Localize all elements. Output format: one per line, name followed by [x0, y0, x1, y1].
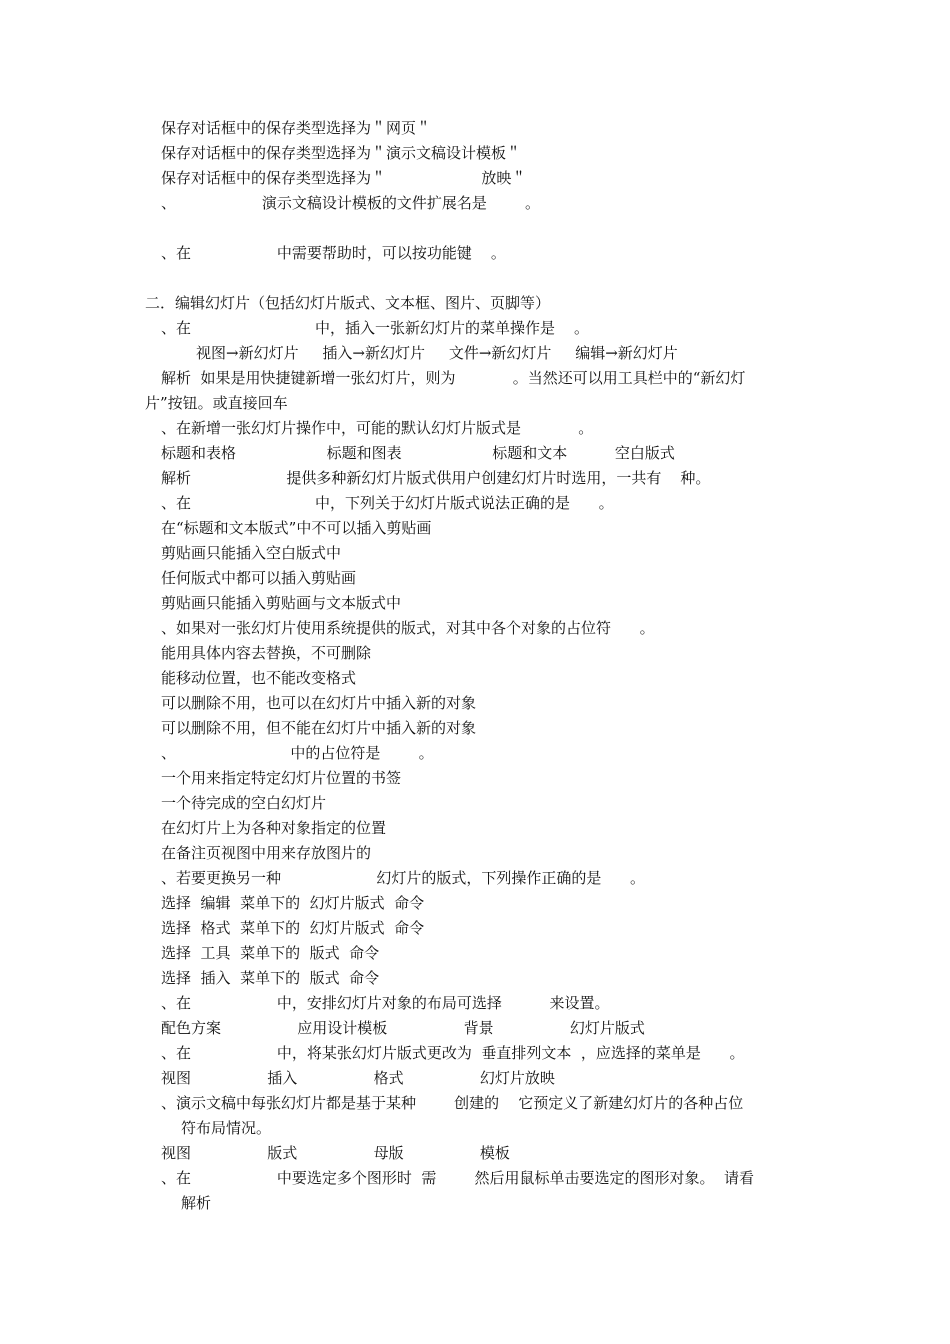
text-line: 、在 中，安排幻灯片对象的布局可选择 来设置。 — [161, 994, 610, 1012]
text-line: 在“标题和文本版式”中不可以插入剪贴画 — [161, 519, 432, 537]
text-line: 、若要更换另一种 幻灯片的版式，下列操作正确的是 。 — [161, 869, 645, 887]
text-line: 、在 中，插入一张新幻灯片的菜单操作是 。 — [161, 319, 590, 337]
text-line: 可以删除不用，但不能在幻灯片中插入新的对象 — [161, 719, 477, 737]
text-line: 、在 中，将某张幻灯片版式更改为 垂直排列文本 ，应选择的菜单是 。 — [161, 1044, 745, 1062]
text-line: 、在 中，下列关于幻灯片版式说法正确的是 。 — [161, 494, 614, 512]
text-line: 保存对话框中的保存类型选择为＂网页＂ — [161, 119, 432, 137]
text-line: 任何版式中都可以插入剪贴画 — [161, 569, 357, 587]
text-line: 剪贴画只能插入空白版式中 — [161, 544, 342, 562]
text-line: 选择 插入 菜单下的 版式 命令 — [161, 969, 380, 987]
text-line: 、在 中要选定多个图形时 需 然后用鼠标单击要选定的图形对象。 请看 — [161, 1169, 755, 1187]
text-line: 、如果对一张幻灯片使用系统提供的版式，对其中各个对象的占位符 。 — [161, 619, 655, 637]
text-line: 、 中的占位符是 。 — [161, 744, 434, 762]
text-line: 能用具体内容去替换，不可删除 — [161, 644, 372, 662]
text-line: 保存对话框中的保存类型选择为＂ 放映＂ — [161, 169, 527, 187]
text-line: 视图 版式 母版 模板 — [161, 1144, 510, 1162]
text-line: 、在 中需要帮助时，可以按功能键 。 — [161, 244, 506, 262]
text-line: 配色方案 应用设计模板 背景 幻灯片版式 — [161, 1019, 645, 1037]
text-line: 保存对话框中的保存类型选择为＂演示文稿设计模板＂ — [161, 144, 522, 162]
text-line: 可以删除不用，也可以在幻灯片中插入新的对象 — [161, 694, 477, 712]
text-line: 选择 工具 菜单下的 版式 命令 — [161, 944, 380, 962]
section-heading: 二．编辑幻灯片（包括幻灯片版式、文本框、图片、页脚等） — [145, 294, 551, 312]
text-line: 一个用来指定特定幻灯片位置的书签 — [161, 769, 402, 787]
text-line: 解析 — [181, 1194, 212, 1212]
text-line: 选择 格式 菜单下的 幻灯片版式 命令 — [161, 919, 425, 937]
text-line: 能移动位置，也不能改变格式 — [161, 669, 357, 687]
text-line: 视图 插入 格式 幻灯片放映 — [161, 1069, 555, 1087]
text-line: 剪贴画只能插入剪贴画与文本版式中 — [161, 594, 402, 612]
text-line: 、在新增一张幻灯片操作中，可能的默认幻灯片版式是 。 — [161, 419, 594, 437]
text-line: 、 演示文稿设计模板的文件扩展名是 。 — [161, 194, 540, 212]
text-line: 一个待完成的空白幻灯片 — [161, 794, 327, 812]
text-line: 符布局情况。 — [181, 1119, 272, 1137]
text-line: 选择 编辑 菜单下的 幻灯片版式 命令 — [161, 894, 425, 912]
text-line: 解析 提供多种新幻灯片版式供用户创建幻灯片时选用，一共有 种。 — [161, 469, 711, 487]
text-line: 片”按钮。或直接回车 — [145, 394, 288, 412]
text-line: 标题和表格 标题和图表 标题和文本 空白版式 — [161, 444, 675, 462]
text-line: 在幻灯片上为各种对象指定的位置 — [161, 819, 387, 837]
text-line: 在备注页视图中用来存放图片的 — [161, 844, 372, 862]
text-line: 视图→新幻灯片 插入→新幻灯片 文件→新幻灯片 编辑→新幻灯片 — [196, 344, 678, 362]
text-line: 解析 如果是用快捷键新增一张幻灯片，则为 。当然还可以用工具栏中的“新幻灯 — [161, 369, 746, 387]
text-line: 、演示文稿中每张幻灯片都是基于某种 创建的 它预定义了新建幻灯片的各种占位 — [161, 1094, 744, 1112]
